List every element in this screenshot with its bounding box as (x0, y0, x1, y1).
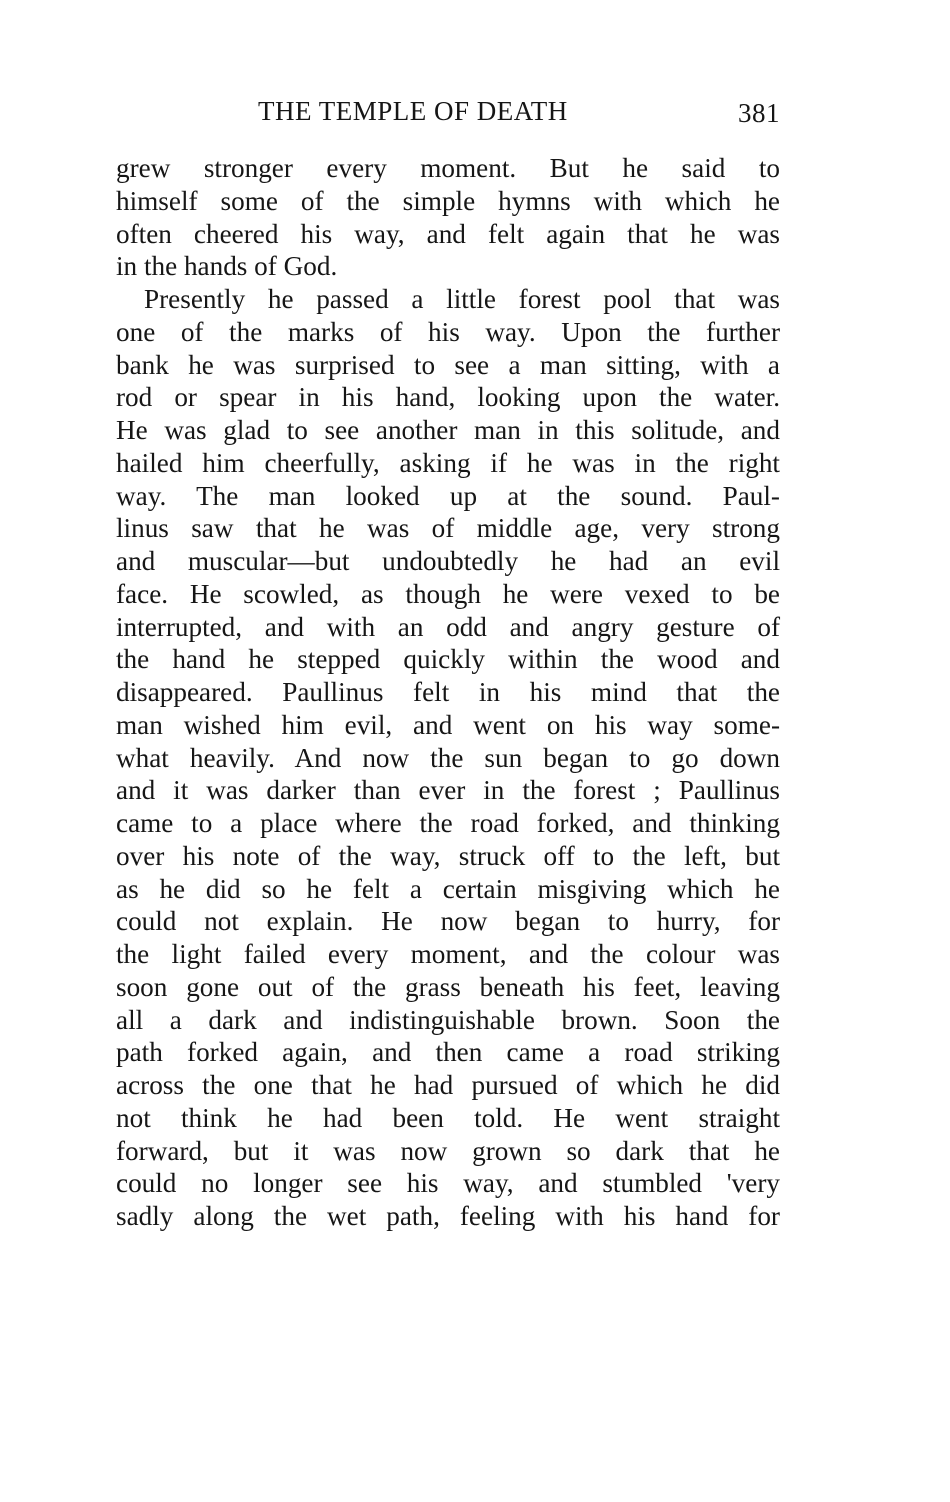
text-line: disappeared. Paullinus felt in his mind that the (116, 677, 780, 707)
text-line: as he did so he felt a certain misgiving which he (116, 873, 780, 904)
text-line: the light failed every moment, and the colour was (116, 939, 780, 969)
body-text (116, 152, 780, 1233)
text-line: He was glad to see another man in this solitude, and (116, 415, 780, 445)
text-line: interrupted, and with an odd and angry gesture of (116, 611, 780, 642)
text-line: face. He scowled, as though he were vexed to be (116, 578, 780, 609)
text-line: man wished him evil, and went on his way some- (116, 709, 780, 740)
text-line: rod or spear in his hand, looking upon the water. (116, 382, 780, 413)
text-line: and muscular—but undoubtedly he had an evil (116, 546, 780, 576)
text-line: hailed him cheerfully, asking if he was in the right (116, 447, 780, 478)
text-line: forward, but it was now grown so dark that he (116, 1135, 780, 1166)
text-line: in the hands of God. (116, 251, 338, 282)
running-title: THE TEMPLE OF DEATH (258, 96, 568, 126)
text-line: the hand he stepped quickly within the wood and (116, 644, 780, 675)
text-line: sadly along the wet path, feeling with his hand for (116, 1201, 780, 1231)
text-line: himself some of the simple hymns with which he (116, 185, 780, 216)
text-line: Presently he passed a little forest pool that was (144, 284, 780, 314)
text-line: and it was darker than ever in the forest ; Paullinus (116, 775, 780, 806)
paragraph-1 (116, 152, 780, 283)
text-line: across the one that he had pursued of which he did (116, 1070, 780, 1100)
text-line: path forked again, and then came a road striking (116, 1037, 780, 1068)
text-line: over his note of the way, struck off to the left, but (116, 840, 780, 871)
text-line: not think he had been told. He went straight (116, 1102, 780, 1133)
text-line: what heavily. And now the sun began to go down (116, 742, 780, 773)
text-line: could no longer see his way, and stumbled 'very (116, 1168, 780, 1199)
text-line: all a dark and indistinguishable brown. Soon the (116, 1004, 780, 1035)
text-line: often cheered his way, and felt again that he was (116, 218, 780, 249)
text-line: could not explain. He now began to hurry, for (116, 906, 780, 937)
paragraph-2 (116, 283, 780, 1233)
text-line: bank he was surprised to see a man sitting, with a (116, 349, 780, 380)
text-line: came to a place where the road forked, and thinking (116, 808, 780, 838)
text-line: soon gone out of the grass beneath his feet, leaving (116, 971, 780, 1002)
text-line: one of the marks of his way. Upon the further (116, 316, 780, 347)
text-line: way. The man looked up at the sound. Paul- (116, 480, 780, 511)
text-line: linus saw that he was of middle age, very strong (116, 513, 780, 544)
page-number: 381 (738, 98, 780, 128)
text-line: grew stronger every moment. But he said to (116, 153, 780, 183)
running-head (116, 96, 780, 136)
